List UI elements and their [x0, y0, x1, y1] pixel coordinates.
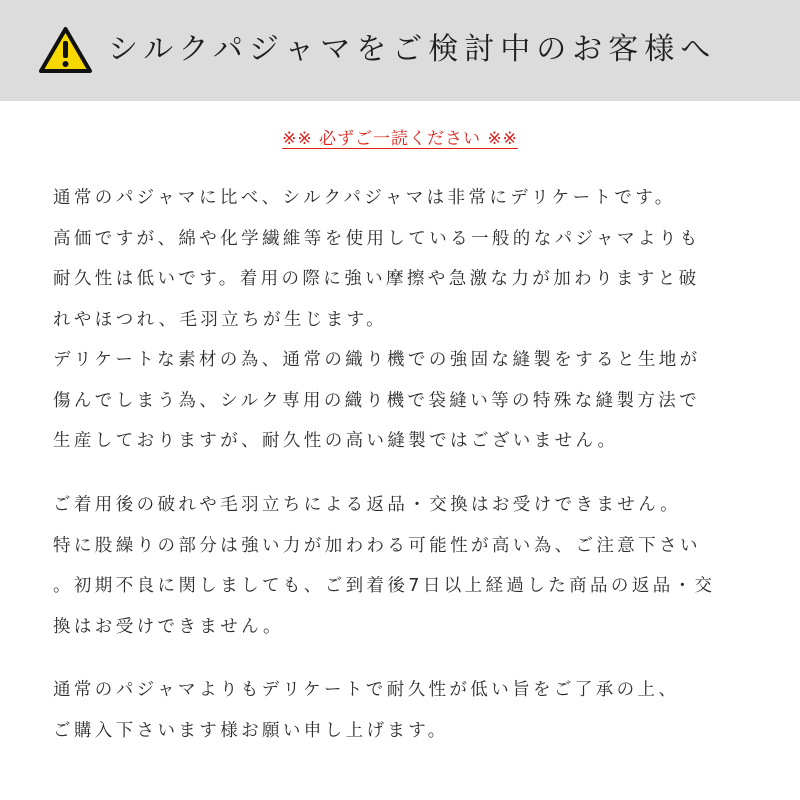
notice-heading	[0, 126, 800, 152]
page-title: シルクパジャマをご検討中のお客様へ	[108, 32, 717, 67]
text-line: 生産しておりますが、耐久性の高い縫製ではございません。	[53, 431, 619, 451]
text-line: 傷んでしまう為、シルク専用の織り機で袋縫い等の特殊な縫製方法で	[53, 390, 701, 411]
text-line: ご購入下さいます様お願い申し上げます。	[53, 720, 449, 741]
text-line: 高価ですが、綿や化学繊維等を使用している一般的なパジャマよりも	[53, 228, 701, 249]
text-line: 耐久性は低いです。着用の際に強い摩擦や急激な力が加わりますと破	[53, 269, 700, 289]
text-line: ご着用後の破れや毛羽立ちによる返品・交換はお受けできません。	[53, 495, 682, 515]
header-banner	[0, 0, 800, 101]
text-line: デリケートな素材の為、通常の織り機での強固な縫製をすると生地が	[53, 350, 701, 370]
text-line: 換はお受けできません。	[53, 616, 284, 637]
text-line: 通常のパジャマに比べ、シルクパジャマは非常にデリケートです。	[53, 188, 676, 208]
text-line: 。初期不良に関しましても、ご到着後7日以上経過した商品の返品・交	[53, 576, 716, 596]
paragraph-returns	[53, 485, 753, 647]
paragraph-acknowledgement	[53, 670, 753, 751]
notice-text: ※※ 必ずご一読ください ※※	[282, 129, 518, 149]
text-line: 通常のパジャマよりもデリケートで耐久性が低い旨をご了承の上、	[53, 680, 680, 700]
text-line: れやほつれ、毛羽立ちが生じます。	[53, 309, 388, 330]
text-line: 特に股繰りの部分は強い力が加わわる可能性が高い為、ご注意下さい	[53, 535, 701, 556]
warning-icon	[38, 26, 93, 74]
paragraph-durability	[53, 178, 753, 462]
